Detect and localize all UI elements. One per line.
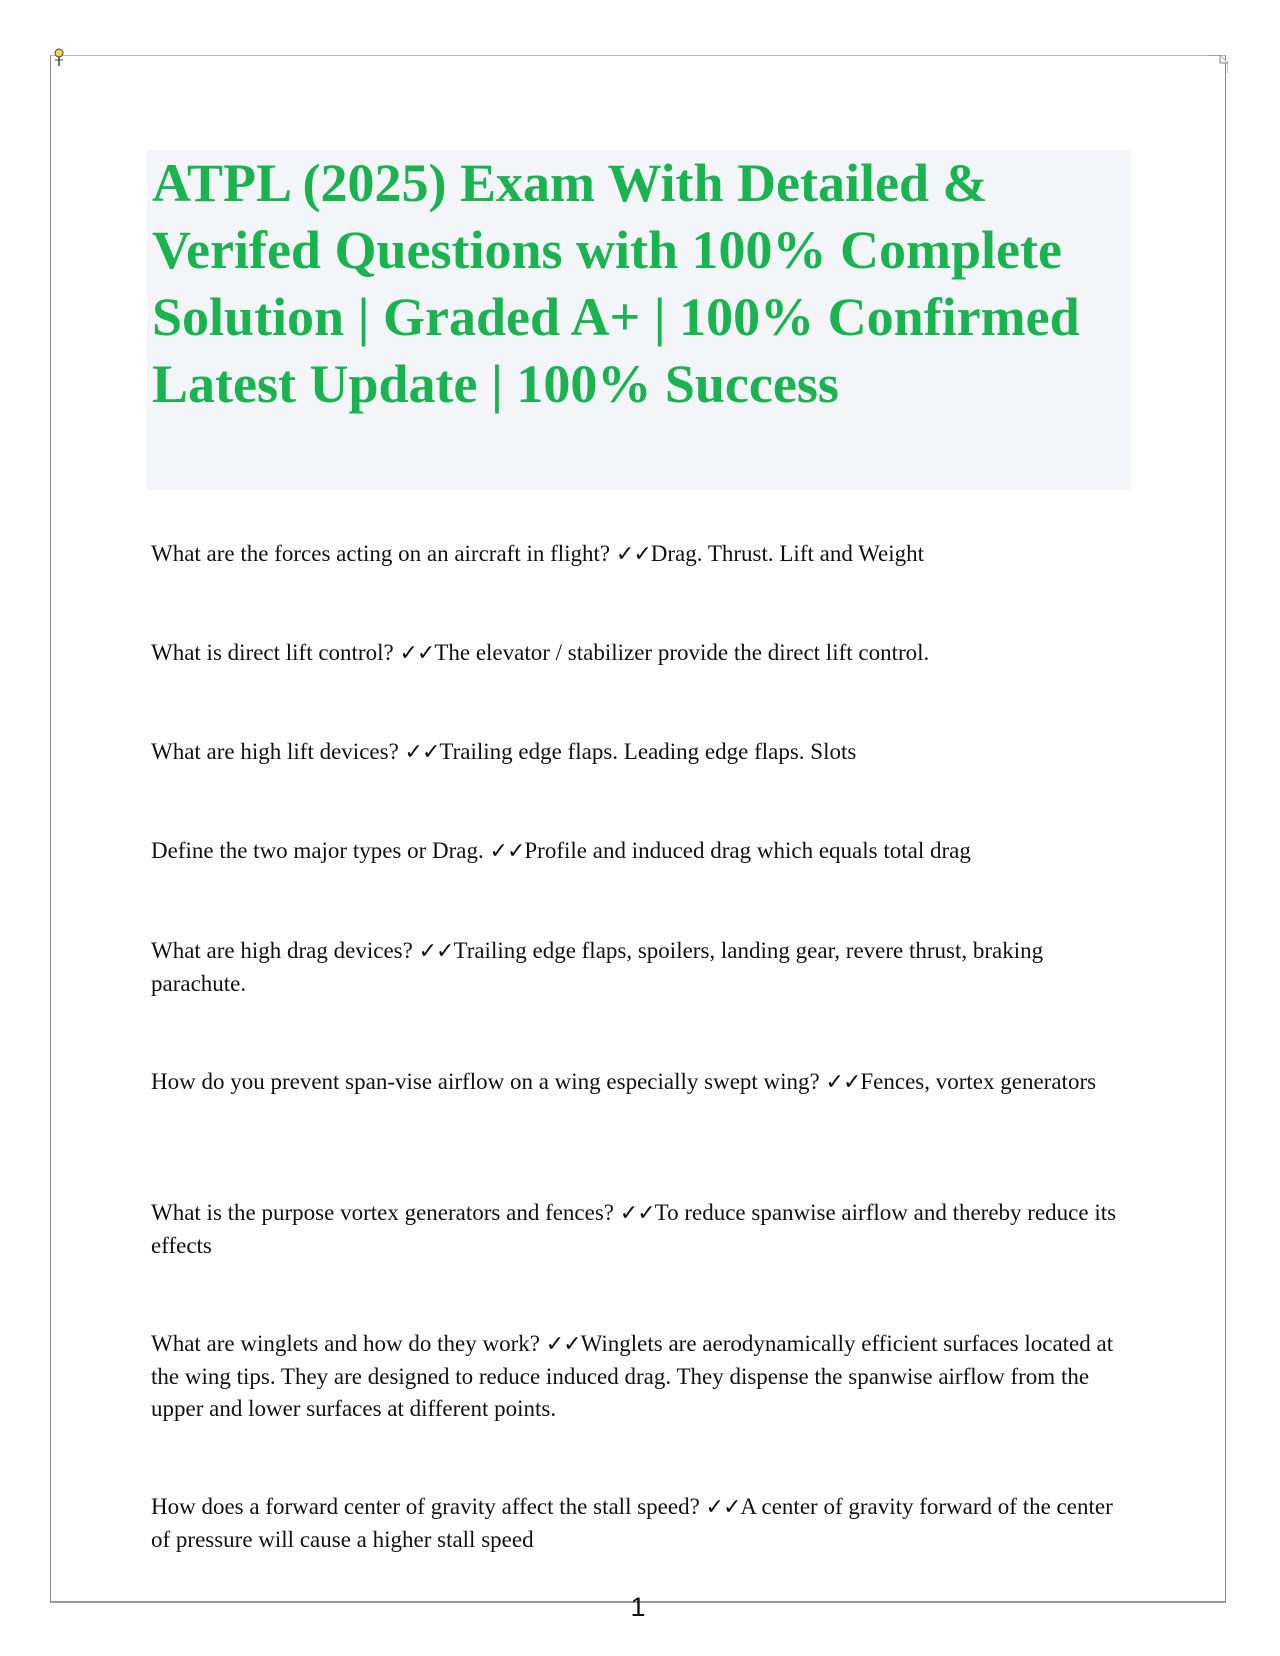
checkmark-icon: ✓✓ [619,1201,655,1226]
qa-item [151,637,1131,670]
checkmark-icon: ✓✓ [399,641,435,666]
question-text: Define the two major types or Drag. [151,838,484,863]
answer-text: Drag. Thrust. Lift and Weight [650,541,925,566]
document-title-block [147,150,1131,490]
qa-item [151,1491,1131,1556]
question-text: What are high drag devices? [151,938,413,963]
checkmark-icon: ✓✓ [615,542,651,567]
question-text: What are high lift devices? [151,739,399,764]
qa-item [151,538,1131,571]
answer-text: Trailing edge flaps, spoilers, landing gear, revere thrust, braking parachute. [151,938,1044,996]
pushpin-icon [52,48,66,68]
checkmark-icon: ✓✓ [418,939,454,964]
answer-text: Fences, vortex generators [860,1069,1097,1094]
checkmark-icon: ✓✓ [825,1070,861,1095]
page-corner-fold-icon [1208,55,1228,73]
checkmark-icon: ✓✓ [705,1495,741,1520]
answer-text: Profile and induced drag which equals total drag [524,838,971,863]
qa-item [151,1197,1131,1262]
answer-text: Winglets are aerodynamically efficient surfaces located at the wing tips. They are designed to reduce induced drag. They dispense the spanwise airflow from the upper and lower surfaces at different points. [151,1331,1114,1421]
answer-text: To reduce spanwise airflow and thereby reduce its effects [151,1200,1117,1258]
question-text: How does a forward center of gravity affect the stall speed? [151,1494,700,1519]
question-text: What is direct lift control? [151,640,394,665]
answer-text: Trailing edge flaps. Leading edge flaps. Slots [439,739,857,764]
question-text: What is the purpose vortex generators and fences? [151,1200,615,1225]
document-title: ATPL (2025) Exam With Detailed & Verifed Questions with 100% Complete Solution | Graded A+ | 100% Confirmed Latest Update | 100% Success [152,153,1080,414]
qa-item [151,835,1131,868]
checkmark-icon: ✓✓ [489,839,525,864]
answer-text: The elevator / stabilizer provide the direct lift control. [434,640,930,665]
checkmark-icon: ✓✓ [545,1332,581,1357]
qa-item [151,736,1131,769]
qa-item [151,935,1131,1000]
page-number: 1 [630,1592,646,1622]
qa-item [151,1328,1131,1425]
question-text: What are winglets and how do they work? [151,1331,540,1356]
checkmark-icon: ✓✓ [404,740,440,765]
question-text: How do you prevent span-vise airflow on a wing especially swept wing? [151,1069,820,1094]
question-text: What are the forces acting on an aircraft in flight? [151,541,611,566]
qa-item [151,1066,1131,1099]
answer-text: A center of gravity forward of the center of pressure will cause a higher stall speed [151,1494,1113,1552]
